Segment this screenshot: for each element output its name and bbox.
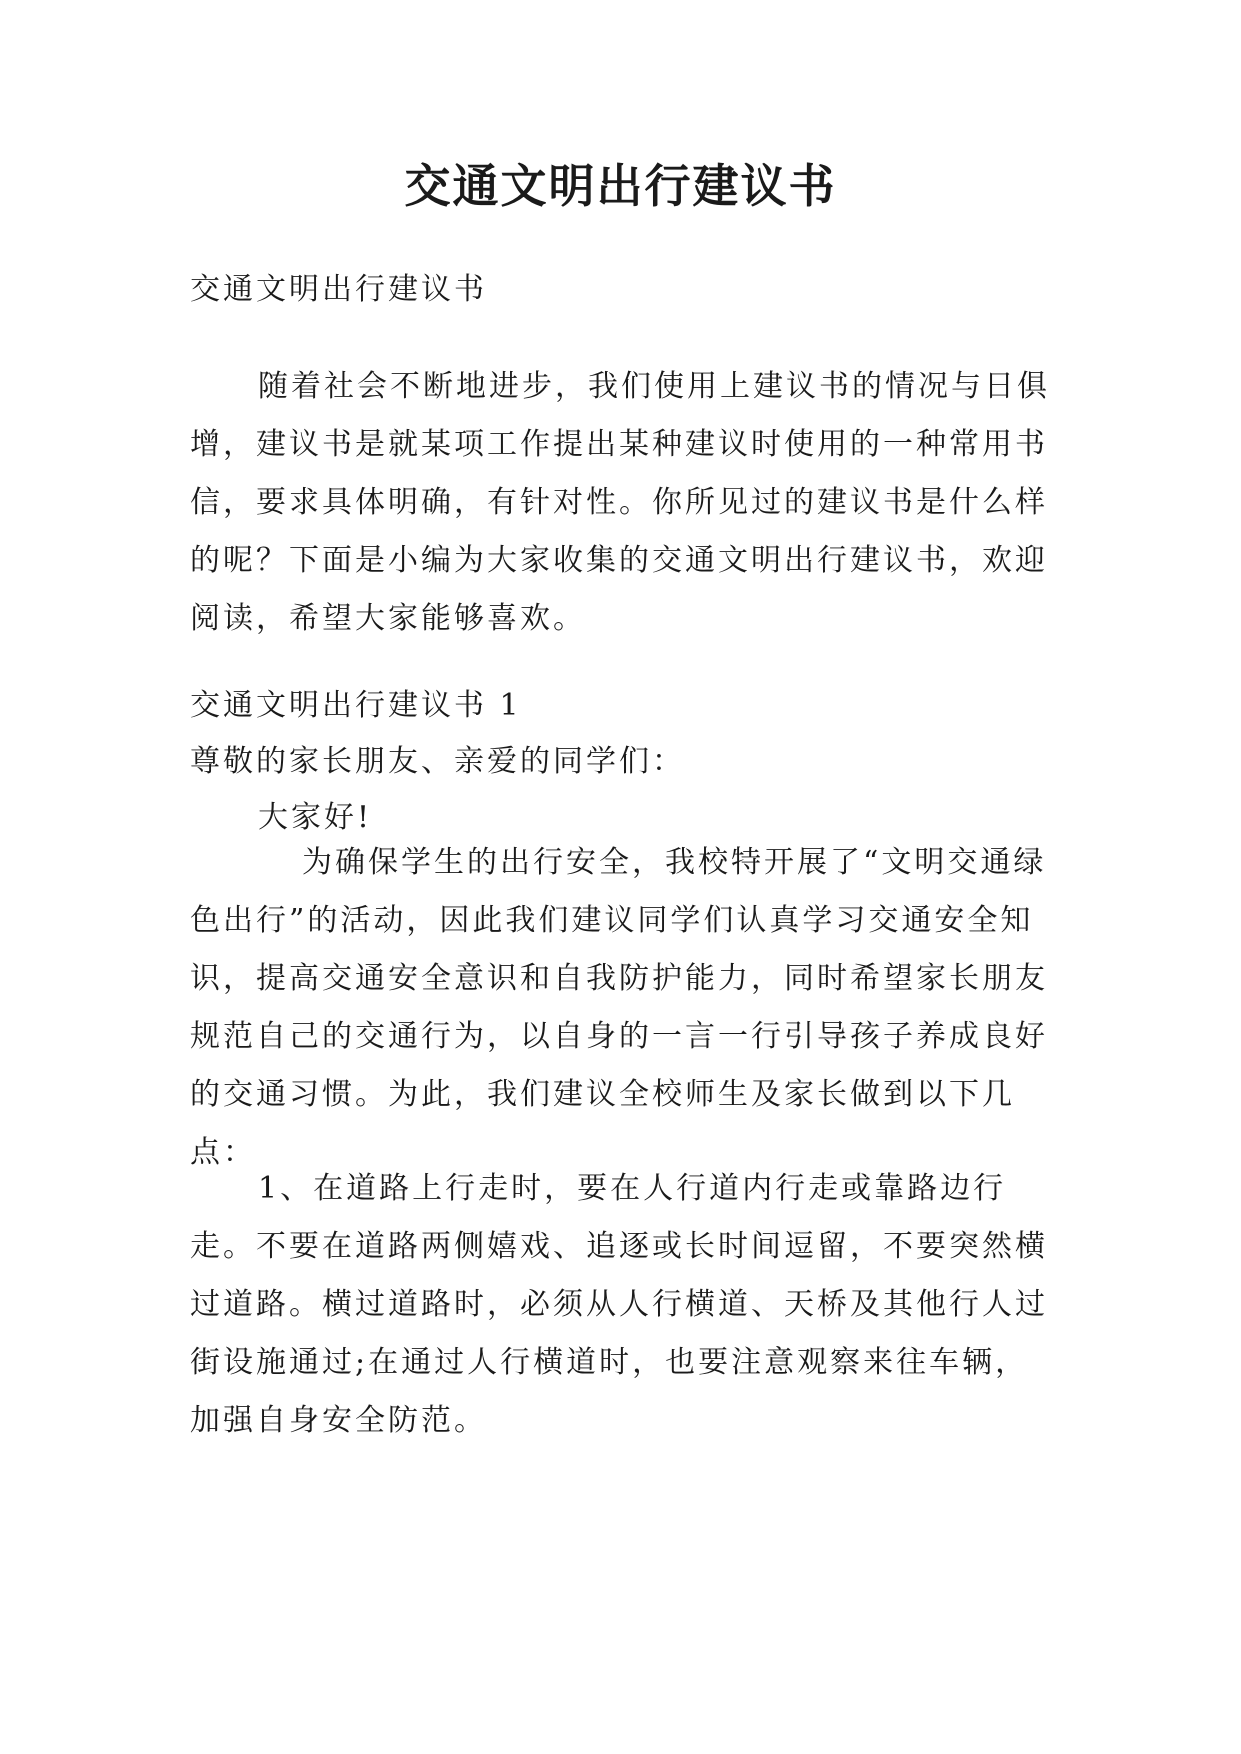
document-subtitle: 交通文明出行建议书 xyxy=(190,272,487,307)
intro-paragraph: 随着社会不断地进步，我们使用上建议书的情况与日俱增，建议书是就某项工作提出某种建议时使用的一种常用书信，要求具体明确，有针对性。你所见过的建议书是什么样的呢？下面是小编为大家收集的交通文明出行建议书，欢迎阅读，希望大家能够喜欢。 xyxy=(190,369,1050,636)
salutation: 尊敬的家长朋友、亲爱的同学们： xyxy=(190,744,685,779)
list-item-1: 1、在道路上行走时，要在人行道内行走或靠路边行走。不要在道路两侧嬉戏、追逐或长时间逗留，不要突然横过道路。横过道路时，必须从人行横道、天桥及其他行人过街设施通过;在通过人行横道时，也要注意观察来往车辆，加强自身安全防范。 xyxy=(190,1171,1048,1438)
body-paragraph: 为确保学生的出行安全，我校特开展了“文明交通绿色出行”的活动，因此我们建议同学们认真学习交通安全知识，提高交通安全意识和自我防护能力，同时希望家长朋友规范自己的交通行为，以自身的一言一行引导孩子养成良好的交通习惯。为此，我们建议全校师生及家长做到以下几点： xyxy=(190,845,1048,1170)
document-title: 交通文明出行建议书 xyxy=(404,159,837,213)
section-heading: 交通文明出行建议书 1 xyxy=(190,688,522,723)
greeting: 大家好! xyxy=(258,800,373,835)
